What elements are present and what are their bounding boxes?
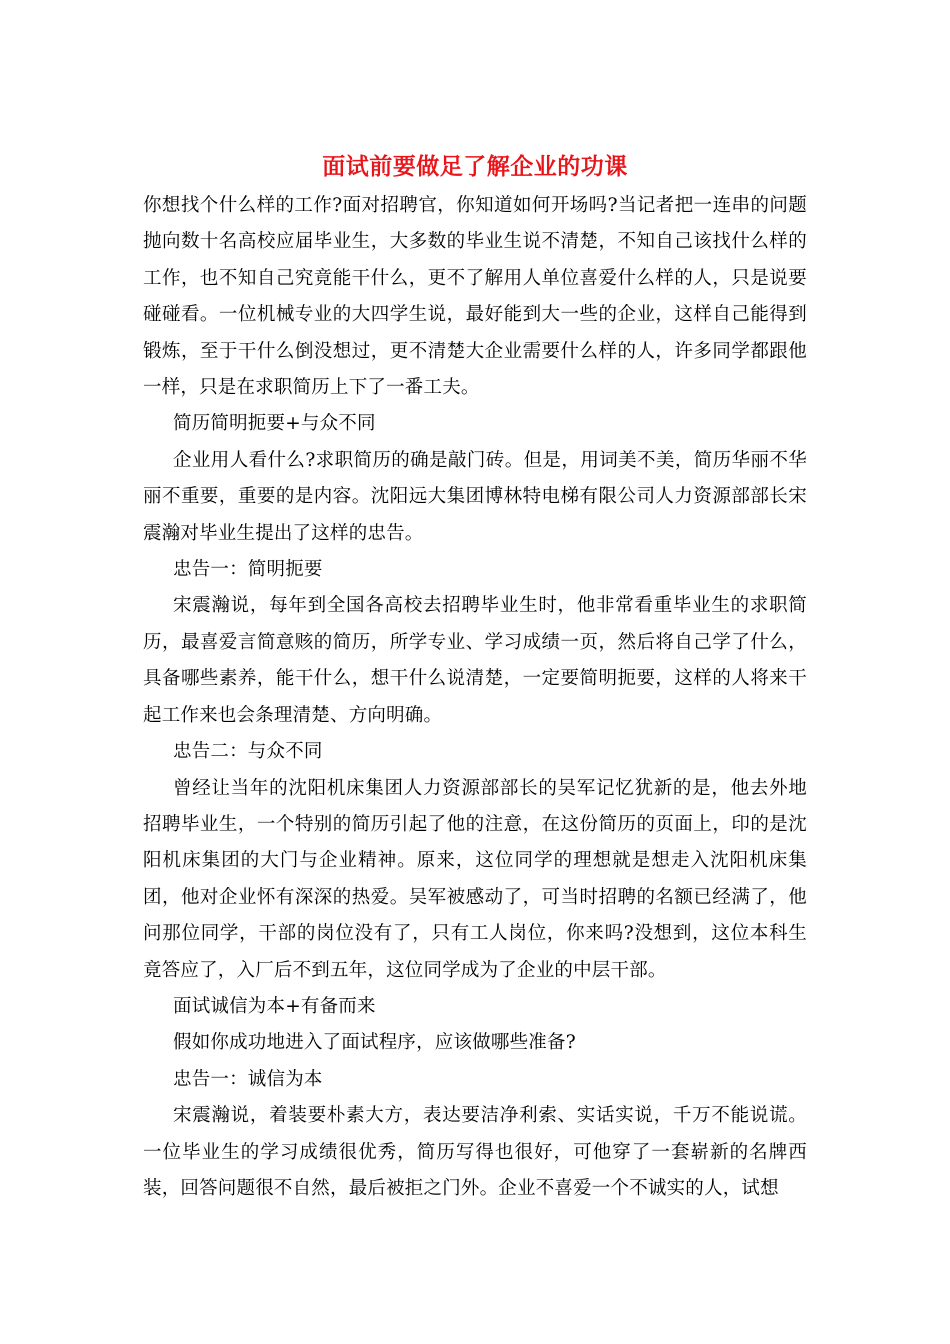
body-paragraph: 企业用人看什么?求职简历的确是敲门砖。但是，用词美不美，简历华丽不华丽不重要，重要的是内容。沈阳远大集团博林特电梯有限公司人力资源部部长宋震瀚对毕业生提出了这样的忠告。 <box>143 449 807 544</box>
body-paragraph: 忠告一：简明扼要 <box>173 559 323 581</box>
body-paragraph: 简历简明扼要+与众不同 <box>173 413 376 435</box>
document-body <box>143 188 807 1207</box>
body-paragraph: 面试诚信为本+有备而来 <box>173 995 376 1017</box>
document-title: 面试前要做足了解企业的功课 <box>322 154 628 180</box>
body-paragraph: 曾经让当年的沈阳机床集团人力资源部部长的吴军记忆犹新的是，他去外地招聘毕业生，一个特别的简历引起了他的注意，在这份简历的页面上，印的是沈阳机床集团的大门与企业精神。原来，这位同学的理想就是想走入沈阳机床集团，他对企业怀有深深的热爱。吴军被感动了，可当时招聘的名额已经满了，他问那位同学，干部的岗位没有了，只有工人岗位，你来吗?没想到，这位本科生竟答应了，入厂后不到五年，这位同学成为了企业的中层干部。 <box>143 777 807 981</box>
body-paragraph: 忠告二：与众不同 <box>173 741 323 763</box>
document-page <box>143 150 807 1207</box>
body-paragraph: 宋震瀚说，每年到全国各高校去招聘毕业生时，他非常看重毕业生的求职简历，最喜爱言简意赅的简历，所学专业、学习成绩一页，然后将自己学了什么，具备哪些素养，能干什么，想干什么说清楚，一定要简明扼要，这样的人将来干起工作来也会条理清楚、方向明确。 <box>143 595 807 726</box>
body-paragraph: 你想找个什么样的工作?面对招聘官，你知道如何开场吗?当记者把一连串的问题抛向数十名高校应届毕业生，大多数的毕业生说不清楚，不知自己该找什么样的工作，也不知自己究竟能干什么，更不了解用人单位喜爱什么样的人，只是说要碰碰看。一位机械专业的大四学生说，最好能到大一些的企业，这样自己能得到锻炼，至于干什么倒没想过，更不清楚大企业需要什么样的人，许多同学都跟他一样，只是在求职简历上下了一番工夫。 <box>143 195 807 399</box>
body-paragraph: 忠告一：诚信为本 <box>173 1068 323 1090</box>
body-paragraph: 宋震瀚说，着装要朴素大方，表达要洁净利索、实话实说，千万不能说谎。一位毕业生的学习成绩很优秀，简历写得也很好，可他穿了一套崭新的名牌西装，回答问题很不自然，最后被拒之门外。企业不喜爱一个不诚实的人，试想 <box>143 1105 807 1199</box>
body-paragraph: 假如你成功地进入了面试程序，应该做哪些准备? <box>173 1032 576 1054</box>
